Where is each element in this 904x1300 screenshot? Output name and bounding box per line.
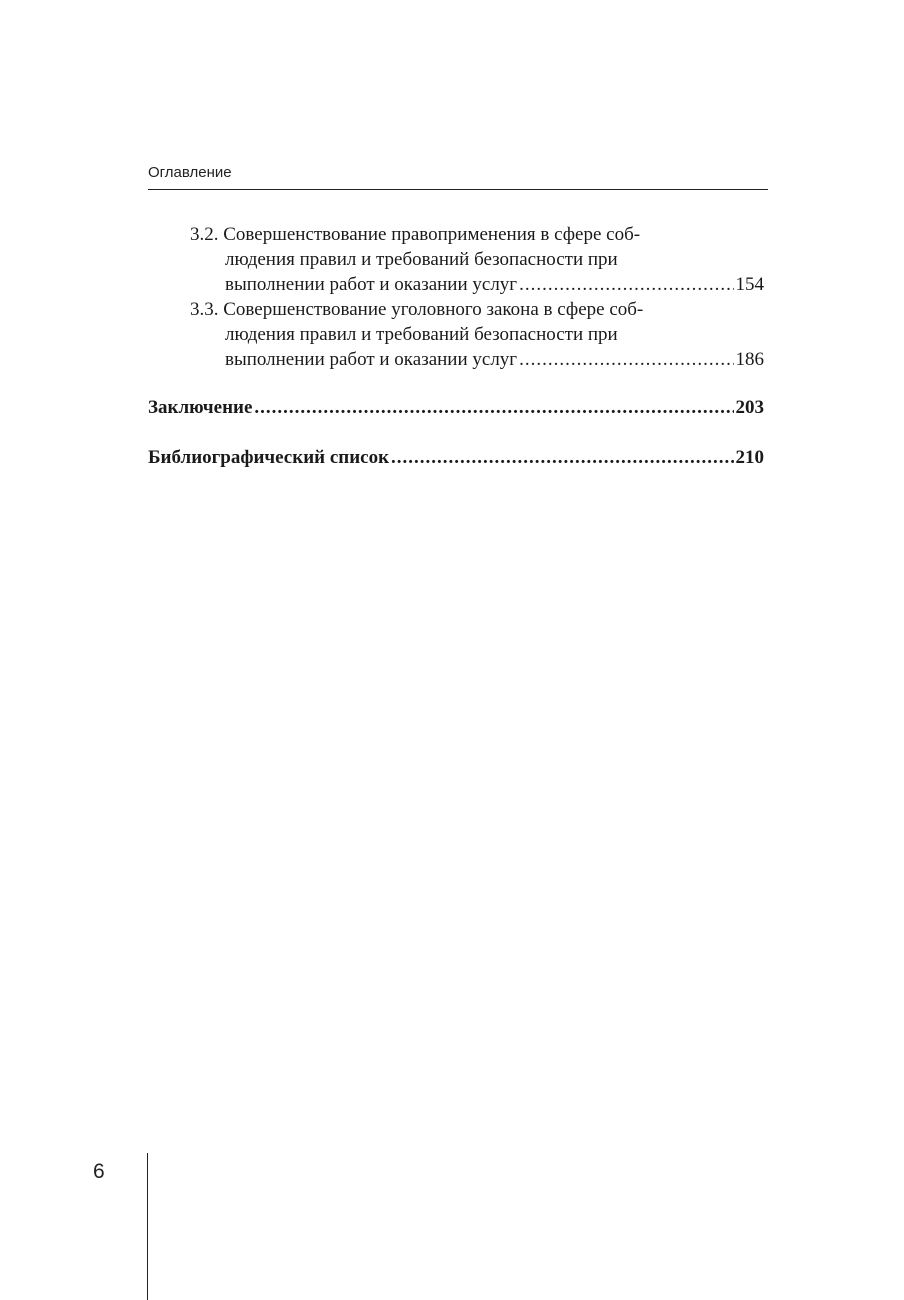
dot-leader (519, 272, 733, 297)
toc-entry-3-2[interactable] (190, 222, 764, 297)
table-of-contents (148, 222, 764, 470)
header-rule (148, 189, 768, 190)
toc-entry-last-line (190, 272, 764, 297)
dot-leader (391, 445, 733, 470)
dot-leader (519, 347, 733, 372)
toc-entry-bibliography[interactable] (148, 445, 764, 470)
toc-page-number: 203 (735, 397, 764, 418)
toc-entry-line: выполнении работ и оказании услуг (225, 349, 518, 370)
dot-leader (254, 395, 733, 420)
toc-entry-line: 3.3. Совершенствование уголовного закона в сфере соб- (190, 299, 644, 320)
toc-entry-line: 3.2. Совершенствование правоприменения в сфере соб- (190, 224, 641, 245)
toc-page-number: 154 (735, 274, 764, 295)
toc-page-number: 186 (735, 349, 764, 370)
toc-entry-line: людения правил и требований безопасности при (225, 249, 618, 270)
toc-entry-3-3[interactable] (190, 297, 764, 372)
toc-entry-conclusion[interactable] (148, 395, 764, 420)
page-number: 6 (93, 1160, 105, 1183)
toc-chapter-title: Заключение (148, 397, 253, 418)
toc-page-number: 210 (735, 447, 764, 468)
toc-entry-last-line (190, 347, 764, 372)
folio-rule (147, 1153, 148, 1300)
toc-entry-line: людения правил и требований безопасности при (225, 324, 618, 345)
toc-chapter-title: Библиографический список (148, 447, 390, 468)
running-header-title: Оглавление (148, 164, 232, 181)
toc-entry-line: выполнении работ и оказании услуг (225, 274, 518, 295)
